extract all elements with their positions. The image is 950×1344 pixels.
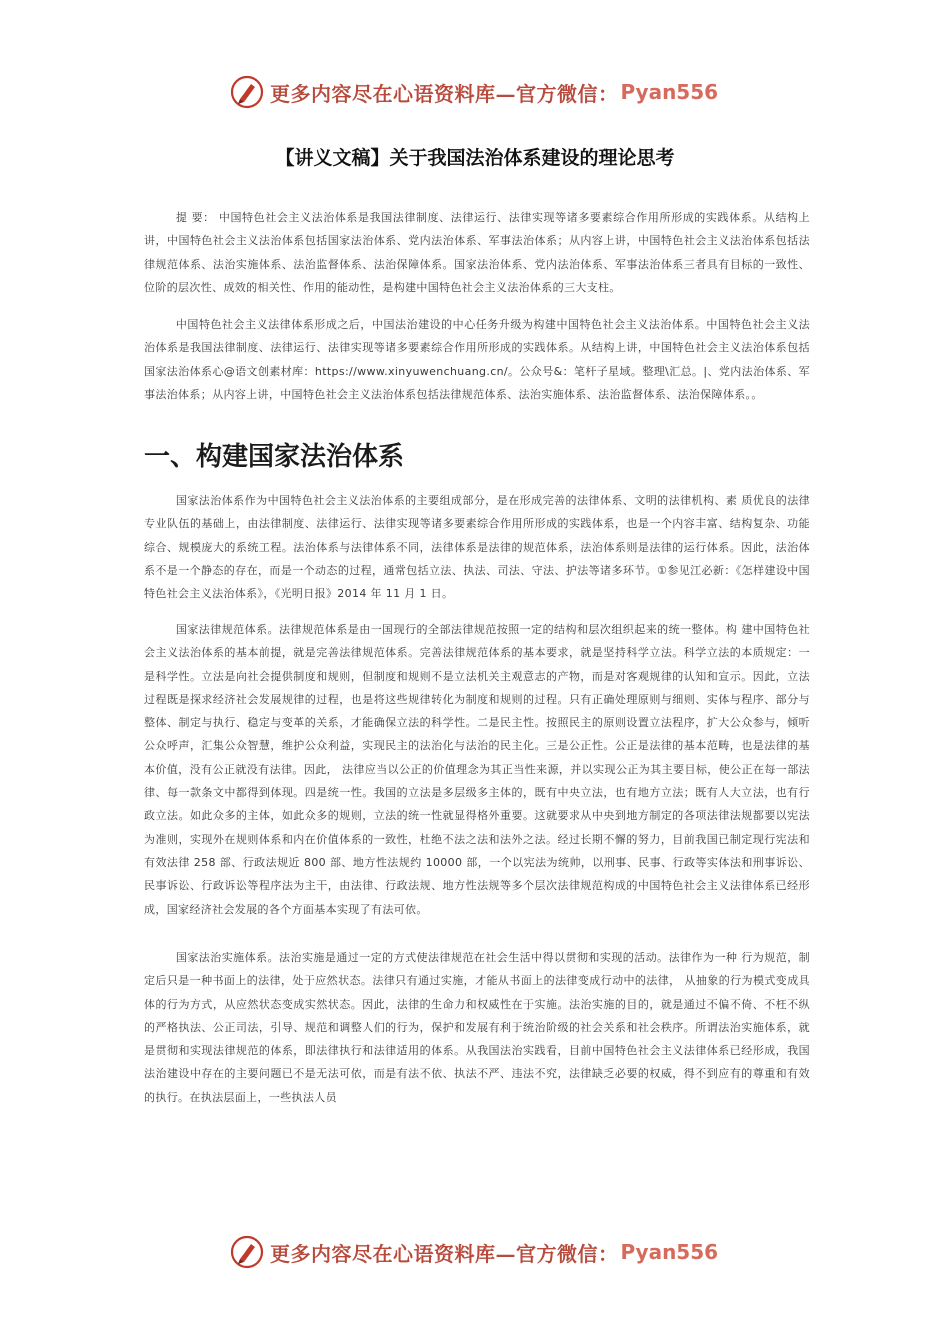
body-paragraph: 国家法治实施体系。法治实施是通过一定的方式使法律规范在社会生活中得以贯彻和实现的活动。法律作为一种 行为规范，制定后只是一种书面上的法律，处于应然状态。法律只有通过实施，才能从书面上的法律变成行动中的法律， 从抽象的行为模式变成具体的行为方式，从应然状态变成实然状态。因此，法律的生命力和权威性在于实施。法治实施的目的，就是通过不偏不倚、不枉不纵的严格执法、公正司法，引导、规范和调整人们的行为，保护和发展有利于统治阶级的社会关系和社会秩序。所谓法治实施体系，就是贯彻和实现法律规范的体系，即法律执行和法律适用的体系。从我国法治实践看，目前中国特色社会主义法律体系已经形成，我国法治建设中存在的主要问题已不是无法可依，而是有法不依、执法不严、违法不究，法律缺乏必要的权威，得不到应有的尊重和有效的执行。在执法层面上，一些执法人员 (144, 951, 810, 1104)
header-banner (230, 74, 718, 110)
pen-logo-icon (230, 1235, 264, 1269)
body-paragraph: 国家法律规范体系。法律规范体系是由一国现行的全部法律规范按照一定的结构和层次组织起来的统一整体。构 建中国特色社会主义法治体系的基本前提，就是完善法律规范体系。完善法律规范体系的基本要求，就是坚持科学立法。科学立法的本质规定：一是科学性。立法是向社会提供制度和规则，但制度和规则不是立法机关主观意志的产物，而是对客观规律的认知和宣示。因此，立法过程既是探求经济社会发展规律的过程，也是将这些规律转化为制度和规则的过程。只有正确处理原则与细则、实体与程序、部分与整体、制定与执行、稳定与变革的关系，才能确保立法的科学性。二是民主性。按照民主的原则设置立法程序，扩大公众参与，倾听公众呼声，汇集公众智慧，维护公众利益，实现民主的法治化与法治的民主化。三是公正性。公正是法律的基本范畴，也是法律的基本价值，没有公正就没有法律。因此， 法律应当以公正的价值理念为其正当性来源，并以实现公正为其主要目标，使公正在每一部法律、每一款条文中都得到体现。四是统一性。我国的立法是多层级多主体的，既有中央立法，也有地方立法；既有人大立法，也有行政立法。如此众多的主体，如此众多的规则，立法的统一性就显得格外重要。这就要求从中央到地方制定的各项法律法规都要以宪法为准则，实现外在规则体系和内在价值体系的一致性，杜绝不法之法和法外之法。经过长期不懈的努力，目前我国已制定现行宪法和有效法律 258 部、行政法规近 800 部、地方性法规约 10000 部，一个以宪法为统帅，以刑事、民事、行政等实体法和刑事诉讼、民事诉讼、行政诉讼等程序法为主干，由法律、行政法规、地方性法规等多个层次法律规范构成的中国特色社会主义法律体系已经形成，国家经济社会发展的各个方面基本实现了有法可依。 (144, 623, 810, 916)
pen-logo-icon (230, 75, 264, 109)
document-title: 【讲义文稿】关于我国法治体系建设的理论思考 (275, 147, 675, 169)
banner-wechat-id: Pyan556 (620, 1240, 719, 1264)
section-heading: 一、构建国家法治体系 (144, 442, 405, 472)
banner-wechat-id: Pyan556 (620, 80, 719, 104)
abstract-paragraph: 提 要： 中国特色社会主义法治体系是我国法律制度、法律运行、法律实现等诸多要素综合作用所形成的实践体系。从结构上讲，中国特色社会主义法治体系包括国家法治体系、党内法治体系、军事法治体系；从内容上讲，中国特色社会主义法治体系包括法律规范体系、法治实施体系、法治监督体系、法治保障体系。国家法治体系、党内法治体系、军事法治体系三者具有目标的一致性、位阶的层次性、成效的相关性、作用的能动性，是构建中国特色社会主义法治体系的三大支柱。 (144, 211, 810, 294)
body-paragraph: 国家法治体系作为中国特色社会主义法治体系的主要组成部分，是在形成完善的法律体系、文明的法律机构、素 质优良的法律专业队伍的基础上，由法律制度、法律运行、法律实现等诸多要素综合作用所形成的实践体系，也是一个内容丰富、结构复杂、功能综合、规模庞大的系统工程。法治体系与法律体系不同，法律体系是法律的规范体系，法治体系则是法律的运行体系。因此，法治体系不是一个静态的存在，而是一个动态的过程，通常包括立法、执法、司法、守法、护法等诸多环节。①参见江必新：《怎样建设中国特色社会主义法治体系》，《光明日报》2014 年 11 月 1 日。 (144, 494, 810, 601)
footer-banner (230, 1234, 718, 1270)
banner-slogan: 更多内容尽在心语资料库—官方微信： (270, 81, 619, 106)
banner-slogan: 更多内容尽在心语资料库—官方微信： (270, 1241, 619, 1266)
intro-paragraph: 中国特色社会主义法律体系形成之后，中国法治建设的中心任务升级为构建中国特色社会主义法治体系。中国特色社会主义法治体系是我国法律制度、法律运行、法律实现等诸多要素综合作用所形成的实践体系。从结构上讲，中国特色社会主义法治体系包括国家法治体系心@语文创素材库：https://www.xinyuwenchuang.cn/。公众号&：笔杆子星域。整理\汇总。|、党内法治体系、军事法治体系；从内容上讲，中国特色社会主义法治体系包括法律规范体系、法治实施体系、法治监督体系、法治保障体系。。 (144, 318, 810, 401)
